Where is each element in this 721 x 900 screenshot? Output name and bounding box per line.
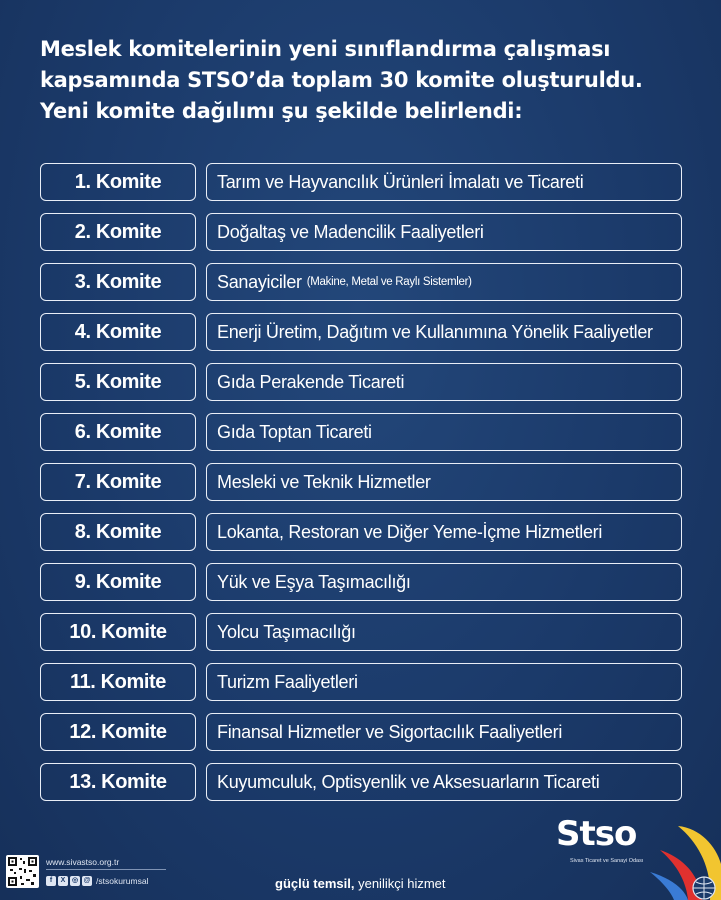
committee-row <box>40 663 682 703</box>
committee-title: Yük ve Eşya Taşımacılığı <box>217 571 411 592</box>
stso-logo: Stso <box>556 814 637 854</box>
committee-row <box>40 313 682 353</box>
committee-number: 7. Komite <box>40 463 196 501</box>
social-links <box>46 876 148 886</box>
instagram-icon[interactable]: ◎ <box>71 877 79 884</box>
headline <box>40 34 685 127</box>
committee-title-box <box>206 413 682 451</box>
committee-number: 12. Komite <box>40 713 196 751</box>
committee-title: Doğaltaş ve Madencilik Faaliyetleri <box>217 221 484 242</box>
committee-row <box>40 463 682 503</box>
slogan-bold: güçlü temsil, <box>275 876 355 891</box>
committee-number: 3. Komite <box>40 263 196 301</box>
committee-number: 13. Komite <box>40 763 196 801</box>
qr-code <box>6 855 39 888</box>
logo-subtitle: Sivas Ticaret ve Sanayi Odası <box>570 858 644 864</box>
committee-number: 11. Komite <box>40 663 196 701</box>
committee-title: Gıda Toptan Ticareti <box>217 421 372 442</box>
committee-row <box>40 163 682 203</box>
committee-title-box <box>206 313 682 351</box>
headline-line-2: kapsamında STSO’da toplam 30 komite oluşturuldu. <box>40 68 643 92</box>
committee-number: 10. Komite <box>40 613 196 651</box>
committee-row <box>40 563 682 603</box>
headline-line-1: Meslek komitelerinin yeni sınıflandırma çalışması <box>40 37 611 61</box>
slogan <box>275 876 446 891</box>
committee-number: 5. Komite <box>40 363 196 401</box>
committee-title-box <box>206 513 682 551</box>
committee-number: 2. Komite <box>40 213 196 251</box>
committee-title-box <box>206 663 682 701</box>
brand-swoosh-graphic <box>640 820 721 900</box>
committee-title: Mesleki ve Teknik Hizmetler <box>217 471 431 492</box>
committee-title-box <box>206 763 682 801</box>
x-icon[interactable]: X <box>58 876 68 886</box>
committee-number: 8. Komite <box>40 513 196 551</box>
committee-number: 4. Komite <box>40 313 196 351</box>
committee-title: Lokanta, Restoran ve Diğer Yeme-İçme Hizmetleri <box>217 521 603 542</box>
committee-title: Turizm Faaliyetleri <box>217 671 358 692</box>
committee-title: Sanayiciler <box>217 271 302 292</box>
committee-title-box <box>206 363 682 401</box>
committee-title: Enerji Üretim, Dağıtım ve Kullanımına Yönelik Faaliyetler <box>217 321 653 342</box>
committee-title-box <box>206 713 682 751</box>
committee-title-box <box>206 613 682 651</box>
committee-title: Finansal Hizmetler ve Sigortacılık Faaliyetleri <box>217 721 563 742</box>
committee-title: Yolcu Taşımacılığı <box>217 621 356 642</box>
committee-number: 1. Komite <box>40 163 196 201</box>
committee-title-box <box>206 463 682 501</box>
headline-line-3: Yeni komite dağılımı şu şekilde belirlendi: <box>40 99 523 123</box>
committee-title-box <box>206 263 682 301</box>
committee-number: 6. Komite <box>40 413 196 451</box>
committee-row <box>40 613 682 653</box>
committee-row <box>40 763 682 803</box>
threads-icon[interactable]: @ <box>83 877 91 884</box>
committee-row <box>40 363 682 403</box>
committee-title-box <box>206 563 682 601</box>
committee-row <box>40 513 682 553</box>
committee-title-box <box>206 163 682 201</box>
committee-row <box>40 413 682 453</box>
facebook-icon[interactable]: f <box>46 876 56 886</box>
committee-number: 9. Komite <box>40 563 196 601</box>
committee-row <box>40 213 682 253</box>
committee-title: Gıda Perakende Ticareti <box>217 371 405 392</box>
social-handle[interactable]: /stsokurumsal <box>96 876 149 886</box>
committee-title-box <box>206 213 682 251</box>
committee-note: (Makine, Metal ve Raylı Sistemler) <box>306 276 472 288</box>
committee-title: Kuyumculuk, Optisyenlik ve Aksesuarların Ticareti <box>217 771 600 792</box>
committee-row <box>40 263 682 303</box>
website-url[interactable]: www.sivastso.org.tr <box>46 857 120 867</box>
committee-title: Tarım ve Hayvancılık Ürünleri İmalatı ve Ticareti <box>217 171 584 192</box>
slogan-rest: yenilikçi hizmet <box>358 876 446 891</box>
committee-row <box>40 713 682 753</box>
footer-divider <box>46 869 166 870</box>
